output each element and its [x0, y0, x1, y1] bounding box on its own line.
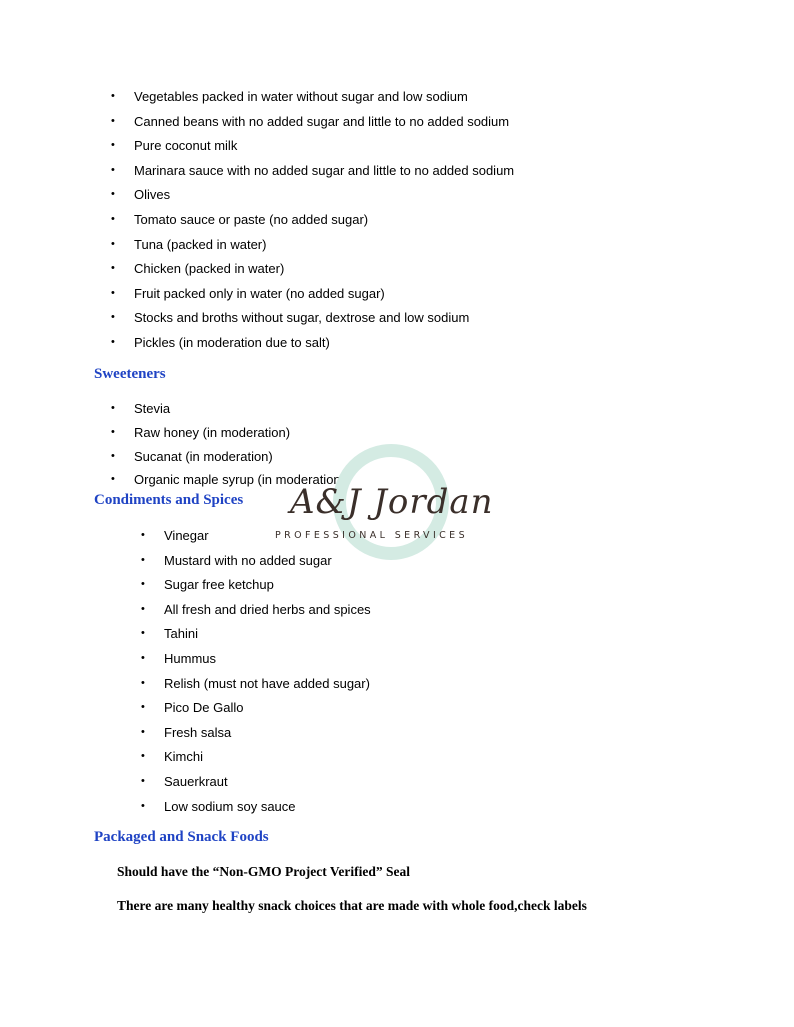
- bullet-icon: •: [111, 212, 115, 225]
- bullet-icon: •: [141, 750, 145, 763]
- list-item: • Tahini: [141, 626, 198, 642]
- bullet-icon: •: [111, 449, 115, 462]
- bullet-icon: •: [111, 237, 115, 250]
- list-item: • Raw honey (in moderation): [111, 424, 291, 440]
- list-item: • Stocks and broths without sugar, dextrose and low sodium: [111, 310, 470, 326]
- bullet-icon: •: [111, 90, 115, 102]
- list-item: • Pure coconut milk: [111, 138, 238, 154]
- sweeteners-heading: Sweeteners: [94, 366, 166, 382]
- list-item: • Pickles (in moderation due to salt): [111, 334, 330, 350]
- packaged-heading: Packaged and Snack Foods: [94, 829, 269, 845]
- packaged-note-labels: There are many healthy snack choices that are made with whole food,check labels: [117, 898, 587, 913]
- bullet-icon: •: [141, 799, 145, 812]
- bullet-icon: •: [111, 163, 115, 176]
- list-item: • Hummus: [141, 650, 217, 666]
- bullet-icon: •: [141, 701, 145, 714]
- bullet-icon: •: [141, 774, 145, 787]
- list-item: • Tuna (packed in water): [111, 236, 267, 252]
- list-item: • Pico De Gallo: [141, 700, 244, 716]
- watermark-subtitle: PROFESSIONAL SERVICES: [275, 530, 469, 541]
- list-item: • Olives: [111, 187, 171, 203]
- bullet-icon: •: [111, 311, 115, 324]
- list-item: • Low sodium soy sauce: [141, 798, 296, 814]
- list-item: • Fresh salsa: [141, 724, 232, 740]
- list-item: • Tomato sauce or paste (no added sugar): [111, 211, 369, 227]
- bullet-icon: •: [141, 725, 145, 738]
- bullet-icon: •: [111, 425, 115, 438]
- bullet-icon: •: [141, 553, 145, 566]
- bullet-icon: •: [111, 114, 115, 127]
- bullet-icon: •: [141, 676, 145, 689]
- condiments-list: [141, 528, 371, 823]
- canned-goods-list: [111, 89, 515, 360]
- watermark-script-text: A&J Jordan: [290, 482, 494, 522]
- bullet-icon: •: [111, 402, 115, 414]
- list-item: • Kimchi: [141, 749, 204, 765]
- bullet-icon: •: [141, 627, 145, 640]
- list-item: • Sauerkraut: [141, 773, 228, 789]
- list-item: • Vinegar: [141, 528, 209, 543]
- bullet-icon: •: [111, 188, 115, 201]
- condiments-heading: Condiments and Spices: [94, 492, 244, 508]
- list-item: • Sucanat (in moderation): [111, 448, 273, 464]
- list-item: • All fresh and dried herbs and spices: [141, 601, 371, 617]
- bullet-icon: •: [111, 473, 115, 486]
- list-item: • Fruit packed only in water (no added sugar): [111, 285, 385, 301]
- list-item: • Sugar free ketchup: [141, 577, 274, 593]
- packaged-note-seal: Should have the “Non-GMO Project Verified” Seal: [117, 864, 410, 879]
- bullet-icon: •: [141, 578, 145, 591]
- bullet-icon: •: [111, 139, 115, 152]
- bullet-icon: •: [141, 529, 145, 541]
- list-item: • Relish (must not have added sugar): [141, 675, 370, 691]
- list-item: • Stevia: [111, 401, 171, 416]
- bullet-icon: •: [111, 335, 115, 348]
- list-item: • Canned beans with no added sugar and little to no added sodium: [111, 113, 510, 129]
- bullet-icon: •: [141, 602, 145, 615]
- list-item: • Marinara sauce with no added sugar and little to no added sodium: [111, 162, 515, 178]
- list-item: • Vegetables packed in water without sugar and low sodium: [111, 89, 468, 104]
- list-item: • Organic maple syrup (in moderation): [111, 472, 345, 488]
- list-item: • Mustard with no added sugar: [141, 552, 332, 568]
- bullet-icon: •: [141, 651, 145, 664]
- bullet-icon: •: [111, 262, 115, 275]
- bullet-icon: •: [111, 286, 115, 299]
- list-item: • Chicken (packed in water): [111, 261, 285, 277]
